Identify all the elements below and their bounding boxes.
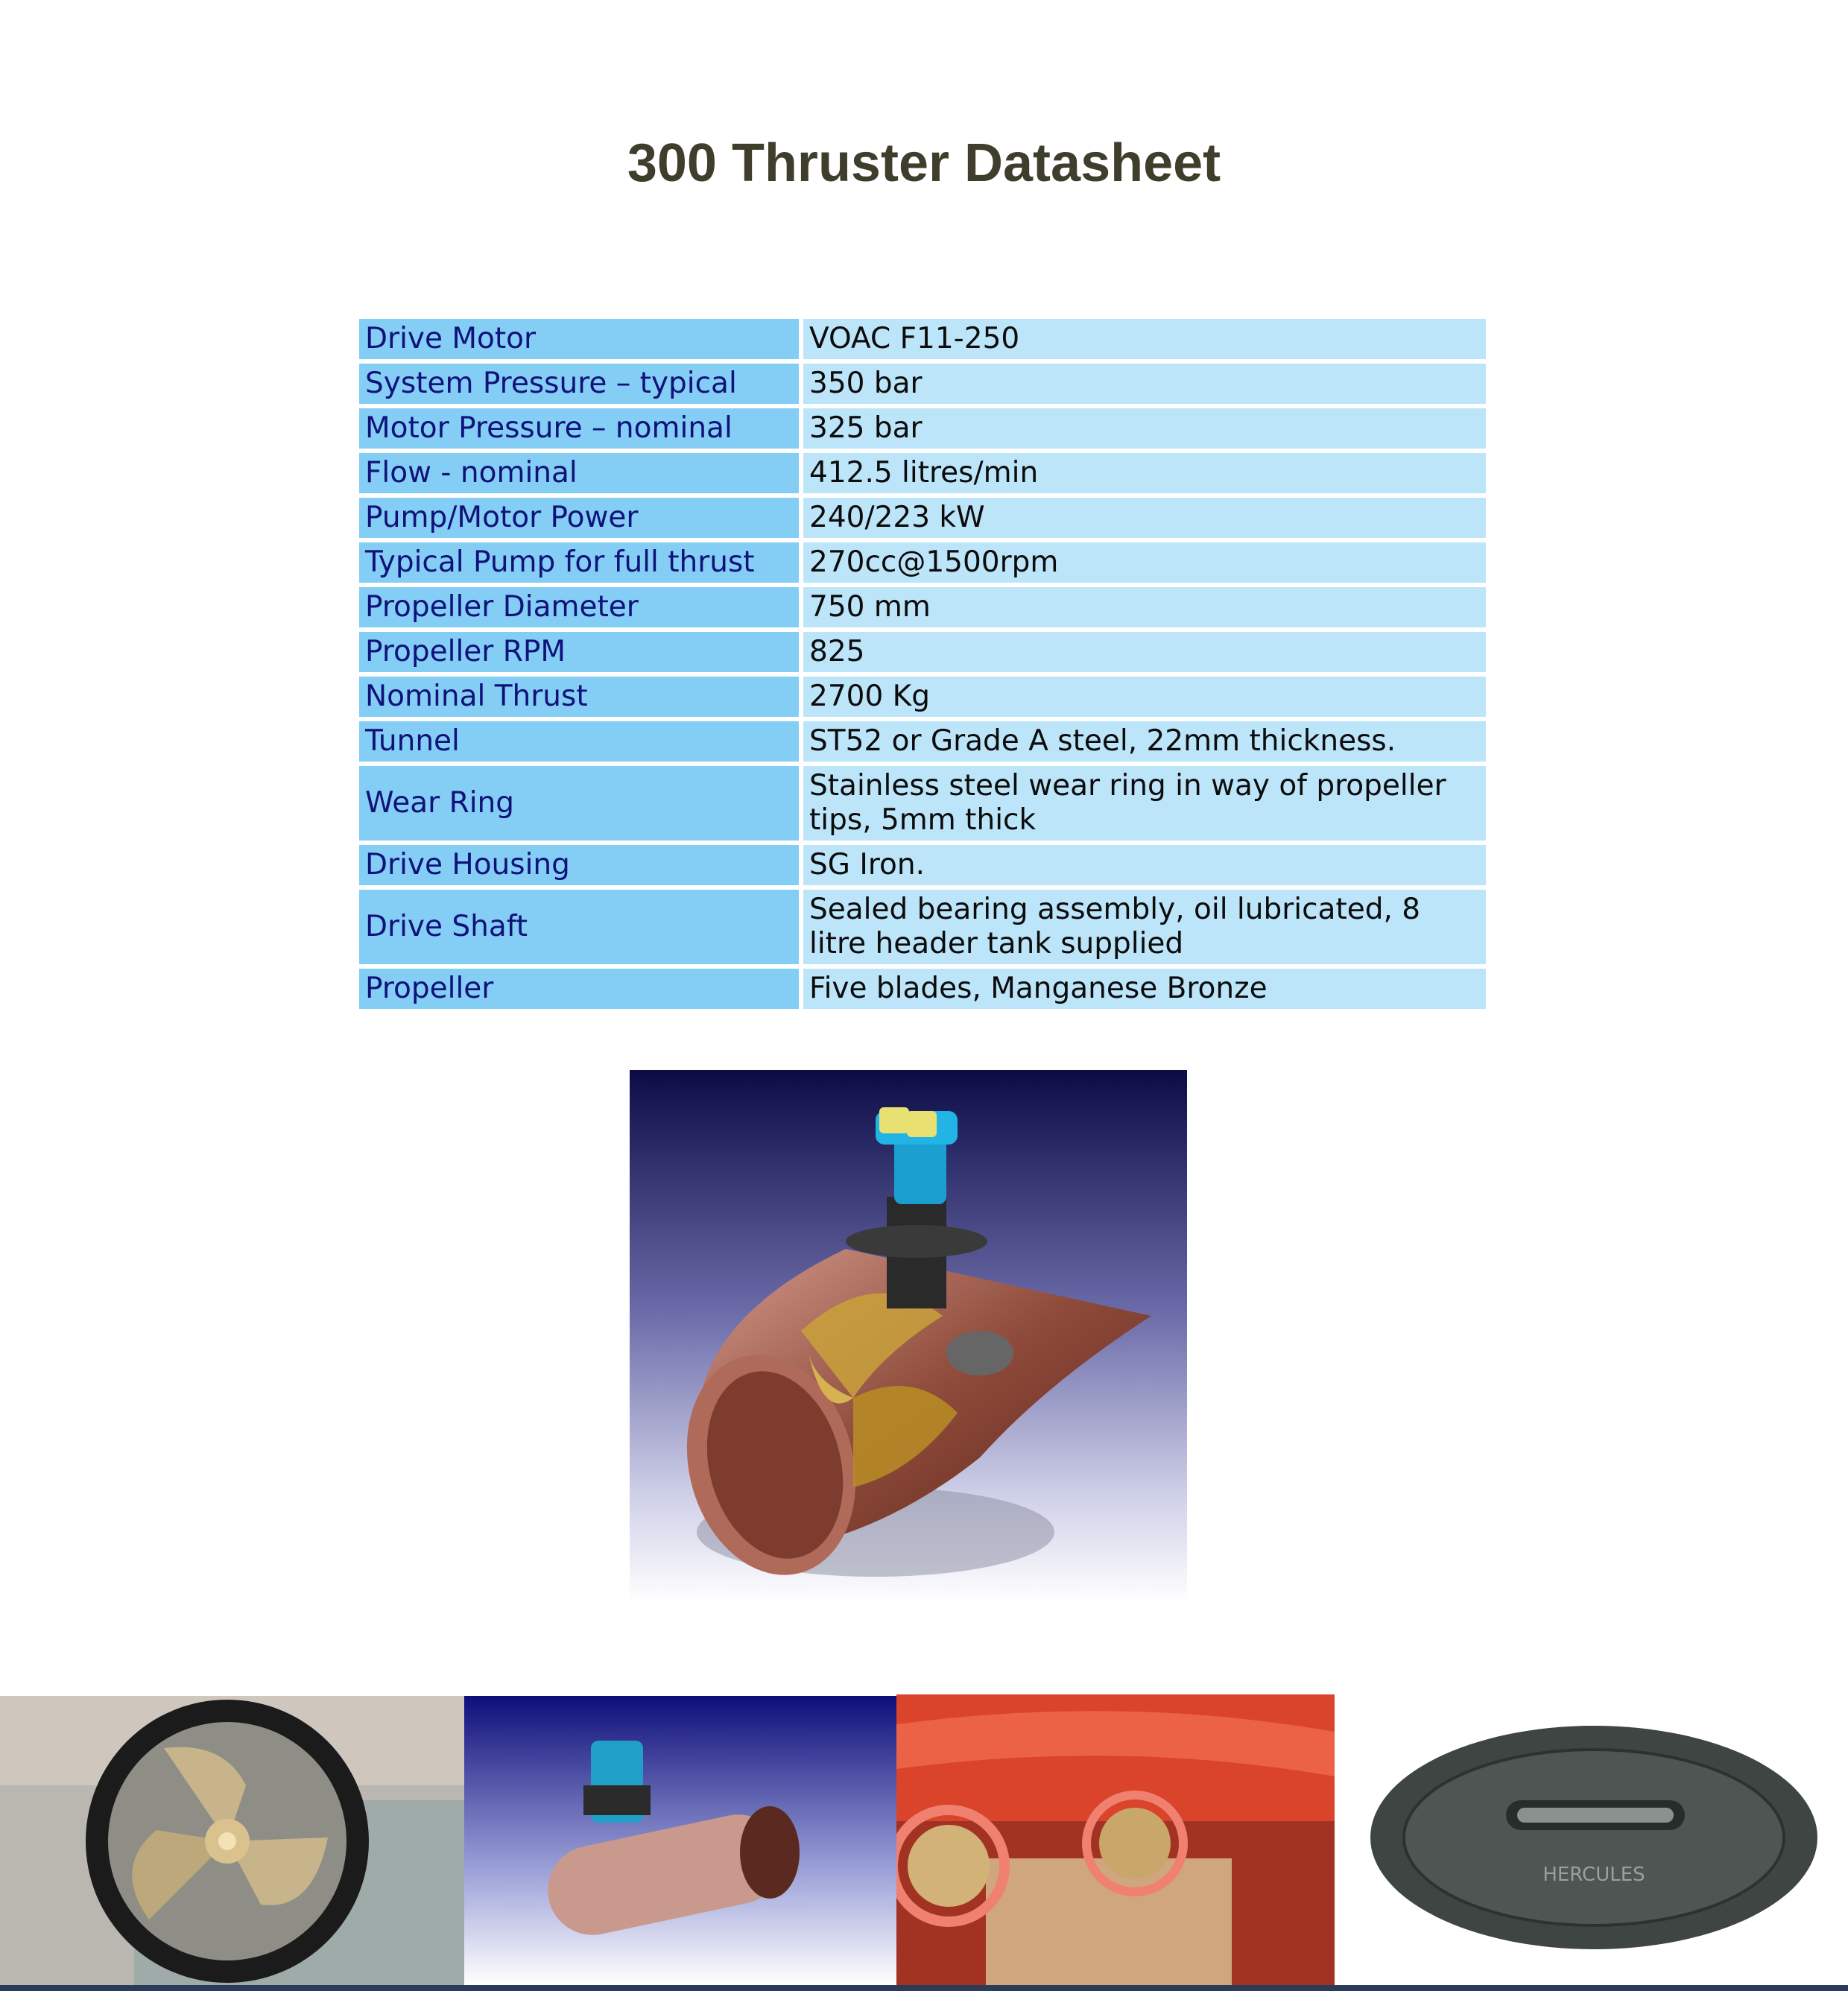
spec-label: Propeller [359,969,799,1009]
spec-value: ST52 or Grade A steel, 22mm thickness. [803,721,1486,762]
spec-value: 270cc@1500rpm [803,542,1486,583]
table-row [359,766,1486,841]
spec-label: Pump/Motor Power [359,498,799,538]
spec-value: 240/223 kW [803,498,1486,538]
spec-value: 350 bar [803,364,1486,404]
spec-label: Motor Pressure – nominal [359,408,799,449]
spec-label: Drive Motor [359,319,799,359]
spec-label: Drive Housing [359,845,799,885]
spec-value: 412.5 litres/min [803,453,1486,493]
table-row [359,408,1486,449]
spec-label: Propeller RPM [359,632,799,672]
spec-value: Sealed bearing assembly, oil lubricated, 8 litre header tank supplied [803,890,1486,964]
table-row [359,677,1486,717]
table-row [359,319,1486,359]
spec-label: Tunnel [359,721,799,762]
spec-value: Five blades, Manganese Bronze [803,969,1486,1009]
spec-value: 825 [803,632,1486,672]
spec-label: System Pressure – typical [359,364,799,404]
motor-tunnel-render [464,1696,896,1985]
spec-value: VOAC F11-250 [803,319,1486,359]
page-title: 300 Thruster Datasheet [627,133,1221,193]
table-row [359,969,1486,1009]
footer-bar [0,1985,1848,1991]
spec-value: 325 bar [803,408,1486,449]
spec-label: Flow - nominal [359,453,799,493]
spec-table [355,314,1490,1013]
table-row [359,542,1486,583]
installation-photo [896,1694,1335,1985]
spec-value: SG Iron. [803,845,1486,885]
table-row [359,498,1486,538]
table-row [359,845,1486,885]
table-row [359,364,1486,404]
spec-value: Stainless steel wear ring in way of propeller tips, 5mm thick [803,766,1486,841]
propeller-photo [0,1696,464,1985]
spec-value: 750 mm [803,587,1486,627]
spec-label: Typical Pump for full thrust [359,542,799,583]
table-row [359,721,1486,762]
table-row [359,890,1486,964]
hatch-brand-text: HERCULES [1542,1864,1645,1886]
spec-label: Propeller Diameter [359,587,799,627]
table-row [359,587,1486,627]
spec-label: Nominal Thrust [359,677,799,717]
spec-value: 2700 Kg [803,677,1486,717]
spec-label: Wear Ring [359,766,799,841]
table-row [359,453,1486,493]
table-row [359,632,1486,672]
hatch-cover-photo [1335,1696,1848,1985]
spec-label: Drive Shaft [359,890,799,964]
thruster-render-image [630,1070,1187,1602]
